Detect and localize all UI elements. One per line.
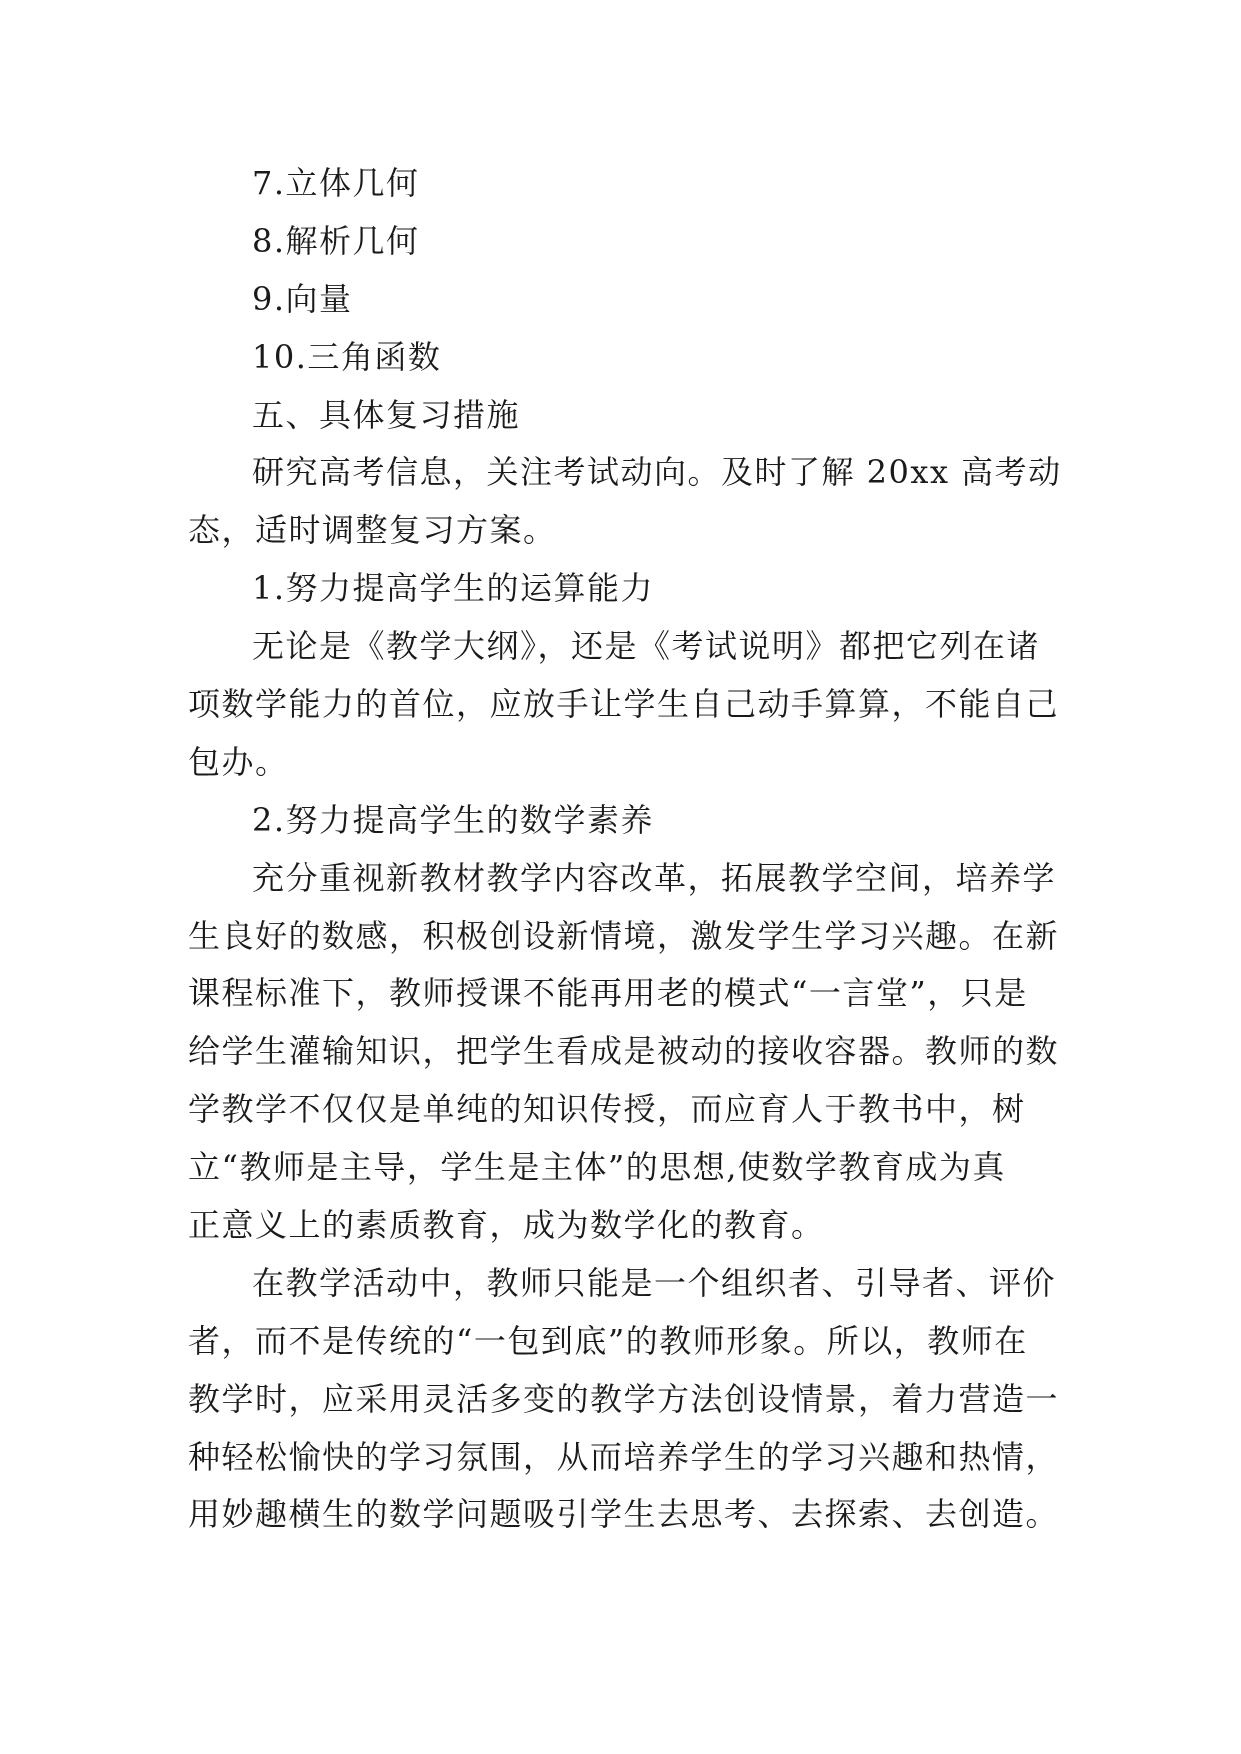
section-heading: 五、具体复习措施 bbox=[252, 395, 521, 434]
subheading-math-literacy: 2.努力提高学生的数学素养 bbox=[252, 800, 655, 839]
paragraph-line: 给学生灌输知识，把学生看成是被动的接收容器。教师的数 bbox=[188, 1032, 1060, 1071]
paragraph-line: 包办。 bbox=[188, 742, 289, 781]
paragraph-line: 研究高考信息，关注考试动向。及时了解 20xx 高考动 bbox=[252, 453, 1062, 492]
paragraph-teaching-activity bbox=[188, 1255, 1068, 1544]
list-item: 10.三角函数 bbox=[252, 337, 442, 376]
document-body bbox=[188, 155, 1068, 1544]
paragraph-line: 学教学不仅仅是单纯的知识传授，而应育人于教书中，树 bbox=[188, 1090, 1026, 1129]
list-item: 9.向量 bbox=[252, 279, 353, 318]
paragraph-line: 教学时，应采用灵活多变的教学方法创设情景，着力营造一 bbox=[188, 1379, 1060, 1418]
intro-paragraph bbox=[188, 444, 1068, 560]
paragraph-line: 课程标准下，教师授课不能再用老的模式“一言堂”，只是 bbox=[188, 974, 1028, 1013]
list-item: 7.立体几何 bbox=[252, 164, 420, 202]
paragraph-math-literacy bbox=[188, 850, 1068, 1255]
paragraph-computation-ability bbox=[188, 618, 1068, 792]
paragraph-line: 者，而不是传统的“一包到底”的教师形象。所以，教师在 bbox=[188, 1321, 1028, 1360]
list-item: 8.解析几何 bbox=[252, 221, 420, 260]
subheading-computation-ability: 1.努力提高学生的运算能力 bbox=[252, 569, 655, 608]
paragraph-line: 种轻松愉快的学习氛围，从而培养学生的学习兴趣和热情， bbox=[188, 1437, 1060, 1476]
paragraph-line: 充分重视新教材教学内容改革，拓展教学空间，培养学 bbox=[252, 858, 1057, 897]
paragraph-line: 无论是《教学大纲》，还是《考试说明》都把它列在诸 bbox=[252, 627, 1041, 666]
paragraph-line: 用妙趣横生的数学问题吸引学生去思考、去探索、去创造。 bbox=[188, 1495, 1060, 1534]
paragraph-line: 态，适时调整复习方案。 bbox=[188, 511, 557, 550]
paragraph-line: 项数学能力的首位，应放手让学生自己动手算算，不能自己 bbox=[188, 685, 1060, 724]
paragraph-line: 正意义上的素质教育，成为数学化的教育。 bbox=[188, 1206, 825, 1245]
paragraph-line: 立“教师是主导，学生是主体”的思想,使数学教育成为真 bbox=[188, 1148, 1006, 1187]
paragraph-line: 在教学活动中，教师只能是一个组织者、引导者、评价 bbox=[252, 1263, 1057, 1302]
paragraph-line: 生良好的数感，积极创设新情境，激发学生学习兴趣。在新 bbox=[188, 916, 1060, 955]
